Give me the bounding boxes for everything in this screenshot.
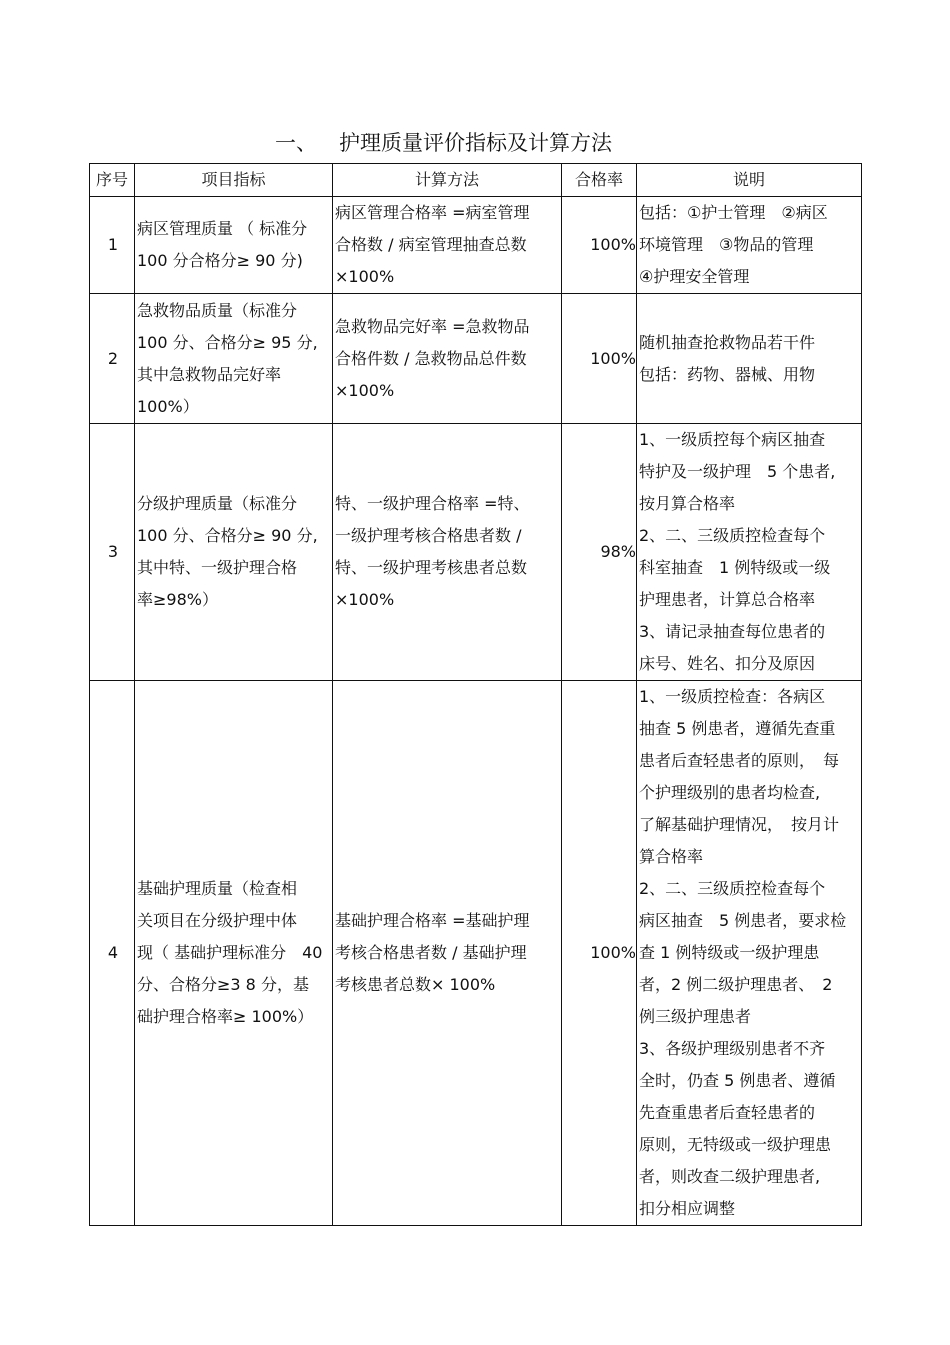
cell-method-line: 合格数 / 病室管理抽查总数	[335, 235, 527, 254]
page-title	[275, 128, 695, 158]
quality-indicator-table	[89, 163, 862, 1226]
cell-note-line: 包括：药物、器械、用物	[639, 364, 816, 384]
cell-item-line: 其中特、一级护理合格	[137, 558, 298, 577]
table-row	[90, 294, 862, 424]
cell-note-line: 原则，无特级或一级护理患	[639, 1135, 832, 1154]
cell-item-line: 病区管理质量 （ 标准分	[137, 219, 308, 238]
cell-rate: 100%	[562, 681, 637, 1226]
cell-method	[333, 424, 562, 681]
cell-note-line: 先查重患者后查轻患者的	[639, 1103, 816, 1122]
table-header-row	[90, 164, 862, 197]
cell-note-line: 2、二、三级质控检查每个	[639, 526, 826, 545]
cell-item-line: 100%）	[137, 396, 199, 416]
cell-item-line: 关项目在分级护理中体	[137, 911, 298, 930]
cell-note-line: 患者后查轻患者的原则， 每	[639, 751, 840, 770]
cell-item-line: 基础护理质量（检查相	[137, 879, 298, 898]
cell-method-line: ×100%	[335, 590, 395, 609]
cell-note-line: 床号、姓名、扣分及原因	[639, 654, 816, 673]
cell-note-line: 个护理级别的患者均检查,	[639, 783, 821, 802]
cell-method-line: 病区管理合格率 =病室管理	[335, 203, 530, 222]
cell-item	[135, 424, 333, 681]
cell-item-line: 100 分合格分≥ 90 分)	[137, 251, 303, 270]
cell-item-line: 100 分、合格分≥ 90 分,	[137, 526, 318, 545]
cell-method	[333, 197, 562, 294]
cell-method-line: 特、一级护理合格率 =特、	[335, 494, 530, 513]
cell-item-line: 急救物品质量（标准分	[137, 300, 298, 320]
cell-note-line: 者，2 例二级护理患者、 2	[639, 975, 833, 994]
cell-method-line: 考核合格患者数 / 基础护理	[335, 943, 527, 962]
cell-note-line: 算合格率	[639, 847, 704, 866]
cell-note-line: 按月算合格率	[639, 494, 736, 513]
cell-rate: 98%	[562, 424, 637, 681]
cell-item-line: 100 分、合格分≥ 95 分,	[137, 332, 318, 352]
header-rate: 合格率	[562, 164, 637, 197]
cell-note-line: 2、二、三级质控检查每个	[639, 879, 826, 898]
cell-item-line: 现（ 基础护理标准分 40	[137, 943, 323, 962]
cell-item-line: 分、合格分≥3 8 分，基	[137, 975, 309, 994]
cell-method-line: 考核患者总数× 100%	[335, 975, 496, 994]
cell-rate: 100%	[562, 294, 637, 424]
cell-item-line: 分级护理质量（标准分	[137, 494, 298, 513]
cell-item	[135, 294, 333, 424]
cell-note-line: 科室抽查 1 例特级或一级	[639, 558, 831, 577]
cell-item	[135, 197, 333, 294]
header-item: 项目指标	[135, 164, 333, 197]
cell-note-line: 特护及一级护理 5 个患者,	[639, 462, 836, 481]
cell-note-line: 1、一级质控每个病区抽查	[639, 430, 826, 449]
cell-note-line: 随机抽查抢救物品若干件	[639, 332, 816, 352]
cell-method-line: 特、一级护理考核患者总数	[335, 558, 528, 577]
cell-no: 1	[90, 197, 135, 294]
cell-note-line: 了解基础护理情况， 按月计	[639, 815, 840, 834]
cell-item	[135, 681, 333, 1226]
cell-no: 3	[90, 424, 135, 681]
cell-note-line: 3、请记录抽查每位患者的	[639, 622, 826, 641]
table-row	[90, 424, 862, 681]
cell-note-line: 病区抽查 5 例患者，要求检	[639, 911, 847, 930]
cell-note	[637, 294, 862, 424]
cell-note	[637, 197, 862, 294]
title-number: 一、	[275, 131, 317, 155]
cell-note-line: 3、各级护理级别患者不齐	[639, 1039, 826, 1058]
header-method: 计算方法	[333, 164, 562, 197]
table-row	[90, 681, 862, 1226]
cell-note-line: ④护理安全管理	[639, 267, 750, 286]
cell-note-line: 全时，仍查 5 例患者、遵循	[639, 1071, 836, 1090]
cell-note-line: 1、一级质控检查：各病区	[639, 687, 826, 706]
cell-item-line: 其中急救物品完好率	[137, 364, 282, 384]
cell-note	[637, 424, 862, 681]
cell-method-line: 合格件数 / 急救物品总件数	[335, 348, 527, 368]
cell-item-line: 础护理合格率≥ 100%）	[137, 1007, 314, 1026]
cell-no: 2	[90, 294, 135, 424]
cell-note	[637, 681, 862, 1226]
cell-note-line: 护理患者，计算总合格率	[639, 590, 816, 609]
cell-no: 4	[90, 681, 135, 1226]
cell-note-line: 包括：①护士管理 ②病区	[639, 203, 828, 222]
cell-rate: 100%	[562, 197, 637, 294]
cell-method	[333, 681, 562, 1226]
cell-method-line: 一级护理考核合格患者数 /	[335, 526, 522, 545]
cell-note-line: 扣分相应调整	[639, 1199, 736, 1218]
cell-note-line: 查 1 例特级或一级护理患	[639, 943, 820, 962]
cell-note-line: 例三级护理患者	[639, 1007, 752, 1026]
cell-note-line: 者，则改查二级护理患者,	[639, 1167, 821, 1186]
cell-note-line: 环境管理 ③物品的管理	[639, 235, 814, 254]
cell-note-line: 抽查 5 例患者，遵循先查重	[639, 719, 836, 738]
header-note: 说明	[637, 164, 862, 197]
cell-method-line: ×100%	[335, 267, 395, 286]
cell-method-line: ×100%	[335, 380, 395, 400]
table-row	[90, 197, 862, 294]
cell-method-line: 基础护理合格率 =基础护理	[335, 911, 530, 930]
title-text: 护理质量评价指标及计算方法	[339, 131, 612, 155]
cell-item-line: 率≥98%）	[137, 590, 218, 609]
cell-method-line: 急救物品完好率 =急救物品	[335, 316, 530, 336]
header-no: 序号	[90, 164, 135, 197]
cell-method	[333, 294, 562, 424]
